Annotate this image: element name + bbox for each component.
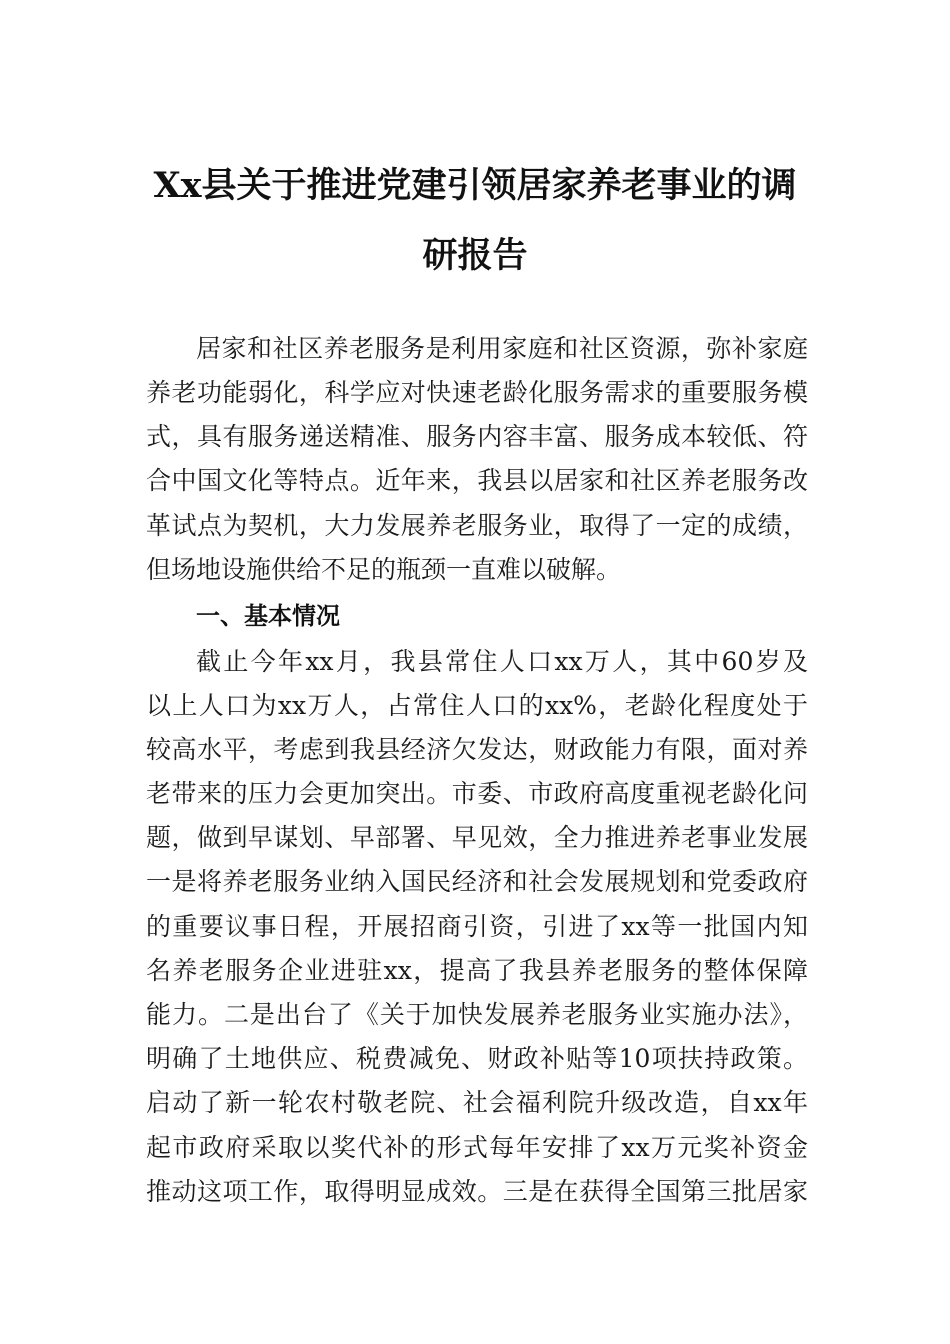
intro-paragraph-line: 但场地设施供给不足的瓶颈一直难以破解。: [146, 555, 622, 584]
section1-paragraph-line: 明确了土地供应、税费减免、财政补贴等10项扶持政策。: [146, 1044, 808, 1073]
intro-paragraph-line: 式，具有服务递送精准、服务内容丰富、服务成本较低、符: [146, 422, 808, 451]
section1-paragraph-line: 能力。二是出台了《关于加快发展养老服务业实施办法》，: [146, 1000, 808, 1029]
intro-paragraph-line: 革试点为契机，大力发展养老服务业，取得了一定的成绩，: [146, 511, 808, 540]
section1-paragraph-line: 名养老服务企业进驻xx，提高了我县养老服务的整体保障: [146, 956, 808, 985]
section-heading-basic-situation: 一、基本情况: [196, 602, 340, 630]
intro-paragraph-line: 居家和社区养老服务是利用家庭和社区资源，弥补家庭: [196, 334, 808, 363]
section1-paragraph-line: 一是将养老服务业纳入国民经济和社会发展规划和党委政府: [146, 867, 808, 896]
intro-paragraph-line: 合中国文化等特点。近年来，我县以居家和社区养老服务改: [146, 466, 808, 495]
intro-paragraph-line: 养老功能弱化，科学应对快速老龄化服务需求的重要服务模: [146, 378, 808, 407]
section1-paragraph-line: 启动了新一轮农村敬老院、社会福利院升级改造，自xx年: [146, 1088, 808, 1117]
document-title-line-2: 研报告: [422, 235, 528, 276]
section1-paragraph-line: 截止今年xx月，我县常住人口xx万人，其中60岁及: [196, 647, 808, 676]
section1-paragraph-line: 题，做到早谋划、早部署、早见效，全力推进养老事业发展: [146, 823, 808, 852]
section1-paragraph-line: 推动这项工作，取得明显成效。三是在获得全国第三批居家: [146, 1177, 808, 1206]
document-title-line-1: Xx县关于推进党建引领居家养老事业的调: [153, 165, 797, 206]
section1-paragraph-line: 以上人口为xx万人，占常住人口的xx%，老龄化程度处于: [146, 691, 808, 720]
section1-paragraph-line: 起市政府采取以奖代补的形式每年安排了xx万元奖补资金: [146, 1133, 808, 1162]
section1-paragraph-line: 较高水平，考虑到我县经济欠发达，财政能力有限，面对养: [146, 735, 808, 764]
section1-paragraph-line: 老带来的压力会更加突出。市委、市政府高度重视老龄化问: [146, 779, 808, 808]
section1-paragraph-line: 的重要议事日程，开展招商引资，引进了xx等一批国内知: [146, 912, 808, 941]
